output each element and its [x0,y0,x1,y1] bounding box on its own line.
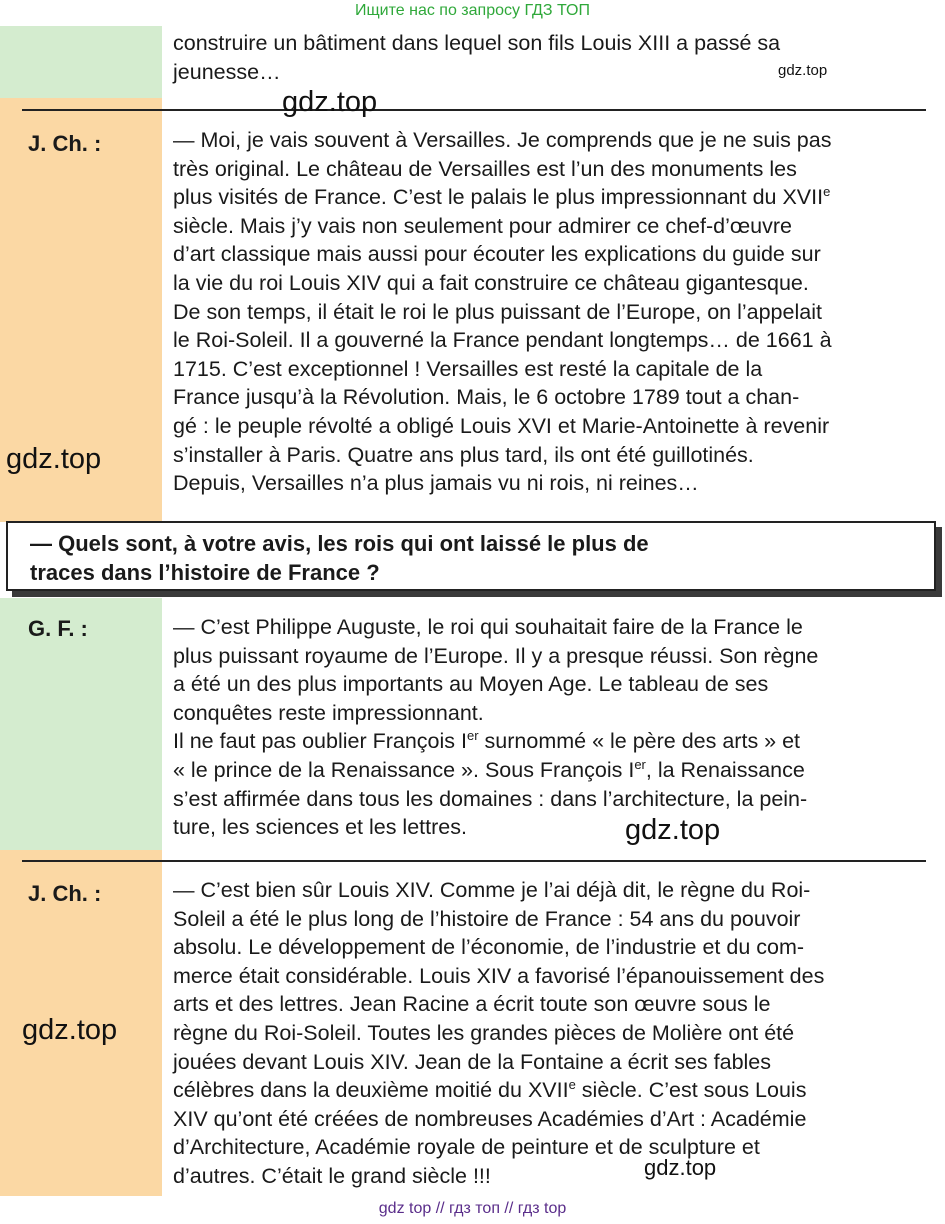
text-fragment: surnommé « le père des arts » et [478,729,801,754]
text-line: siècle. Mais j’y vais non seulement pour admirer ce chef-d’œuvre [173,213,792,238]
text-line: France jusqu’à la Révolution. Mais, le 6 octobre 1789 tout a chan- [173,385,800,410]
top-banner: Ищите нас по запросу ГДЗ ТОП [355,2,590,19]
speaker-label: J. Ch. : [28,881,102,906]
question-line: — Quels sont, à votre avis, les rois qui ont laissé le plus de [30,531,649,556]
text-line: règne du Roi-Soleil. Toutes les grandes pièces de Molière ont été [173,1020,795,1045]
text-fragment: « le prince de la Renaissance ». Sous François I [173,757,635,782]
text-line: — C’est bien sûr Louis XIV. Comme je l’ai déjà dit, le règne du Roi- [173,878,811,902]
intro-panel [0,26,162,98]
text-line: Soleil a été le plus long de l’histoire de France : 54 ans du pouvoir [173,906,801,931]
text-line: — C’est Philippe Auguste, le roi qui souhaitait faire de la France le [173,615,803,639]
divider [22,860,926,862]
text-line: — Moi, je vais souvent à Versailles. Je comprends que je ne suis pas [173,128,832,152]
text-line: Depuis, Versailles n’a plus jamais vu ni rois, ni reines… [173,471,699,496]
text-line: le Roi-Soleil. Il a gouverné la France pendant longtemps… de 1661 à [173,328,832,353]
text-line: d’Architecture, Académie royale de peinture et de sculpture et [173,1135,760,1160]
superscript: e [568,1077,576,1092]
text-fragment: Il ne faut pas oublier François I [173,729,467,754]
superscript: er [634,756,646,772]
watermark: gdz.top [644,1155,717,1180]
text-line: très original. Le château de Versailles est l’un des monuments les [173,156,797,181]
text-line: ture, les sciences et les lettres. [173,815,467,840]
text-line: jeunesse… [173,59,281,84]
text-fragment: plus visités de France. C’est le palais le plus impressionnant du XVII [173,185,824,210]
speaker-text-3 [173,876,921,1191]
watermark: gdz.top [282,86,378,118]
watermark: gdz.top [625,814,721,846]
text-fragment: , la Renaissance [645,757,805,782]
text-line: absolu. Le développement de l’économie, de l’industrie et du com- [173,935,805,960]
text-line: a été un des plus importants au Moyen Age. Le tableau de ses [173,672,769,697]
text-line: jouées devant Louis XIV. Jean de la Fontaine a écrit ses fables [173,1049,772,1074]
text-line: 1715. C’est exceptionnel ! Versailles est resté la capitale de la [173,356,763,381]
divider [22,109,926,111]
bottom-banner: gdz top // гдз топ // гдз top [378,1200,567,1217]
text-line: plus puissant royaume de l’Europe. Il y a presque réussi. Son règne [173,643,819,668]
text-line: XIV qu’ont été créées de nombreuses Académies d’Art : Académie [173,1106,807,1131]
speaker-text-2 [173,613,921,842]
text-fragment: siècle. C’est sous Louis [575,1078,807,1103]
text-line: s’est affirmée dans tous les domaines : dans l’architecture, la pein- [173,786,808,811]
text-line [173,183,921,212]
text-line: arts et des lettres. Jean Racine a écrit toute son œuvre sous le [173,992,771,1017]
text-line: construire un bâtiment dans lequel son fils Louis XIII a passé sa [173,31,781,55]
question-box [6,521,936,591]
question-line: traces dans l’histoire de France ? [30,560,380,585]
speaker-text-1 [173,126,921,498]
text-line: d’autres. C’était le grand siècle !!! [173,1163,491,1188]
superscript: e [823,184,831,200]
watermark: gdz.top [6,443,102,475]
text-line: d’art classique mais aussi pour écouter les explications du guide sur [173,242,821,267]
text-line [173,727,921,756]
watermark: gdz.top [22,1014,118,1046]
text-line: gé : le peuple révolté a obligé Louis XVI et Marie-Antoinette à revenir [173,413,830,438]
text-fragment: célèbres dans la deuxième moitié du XVII [173,1078,569,1103]
superscript: er [467,728,479,744]
speaker-label: G. F. : [28,616,88,641]
text-line: De son temps, il était le roi le plus puissant de l’Europe, on l’appelait [173,299,822,324]
text-line: conquêtes reste impressionnant. [173,700,484,725]
text-line: la vie du roi Louis XIV qui a fait construire ce château gigantesque. [173,270,809,295]
text-line [173,1076,921,1105]
text-line: merce était considérable. Louis XIV a favorisé l’épanouissement des [173,963,825,988]
watermark: gdz.top [778,62,828,79]
question-text [30,529,649,587]
text-line: s’installer à Paris. Quatre ans plus tard, ils ont été guillotinés. [173,442,754,467]
speaker-label: J. Ch. : [28,131,102,156]
text-line [173,756,921,785]
